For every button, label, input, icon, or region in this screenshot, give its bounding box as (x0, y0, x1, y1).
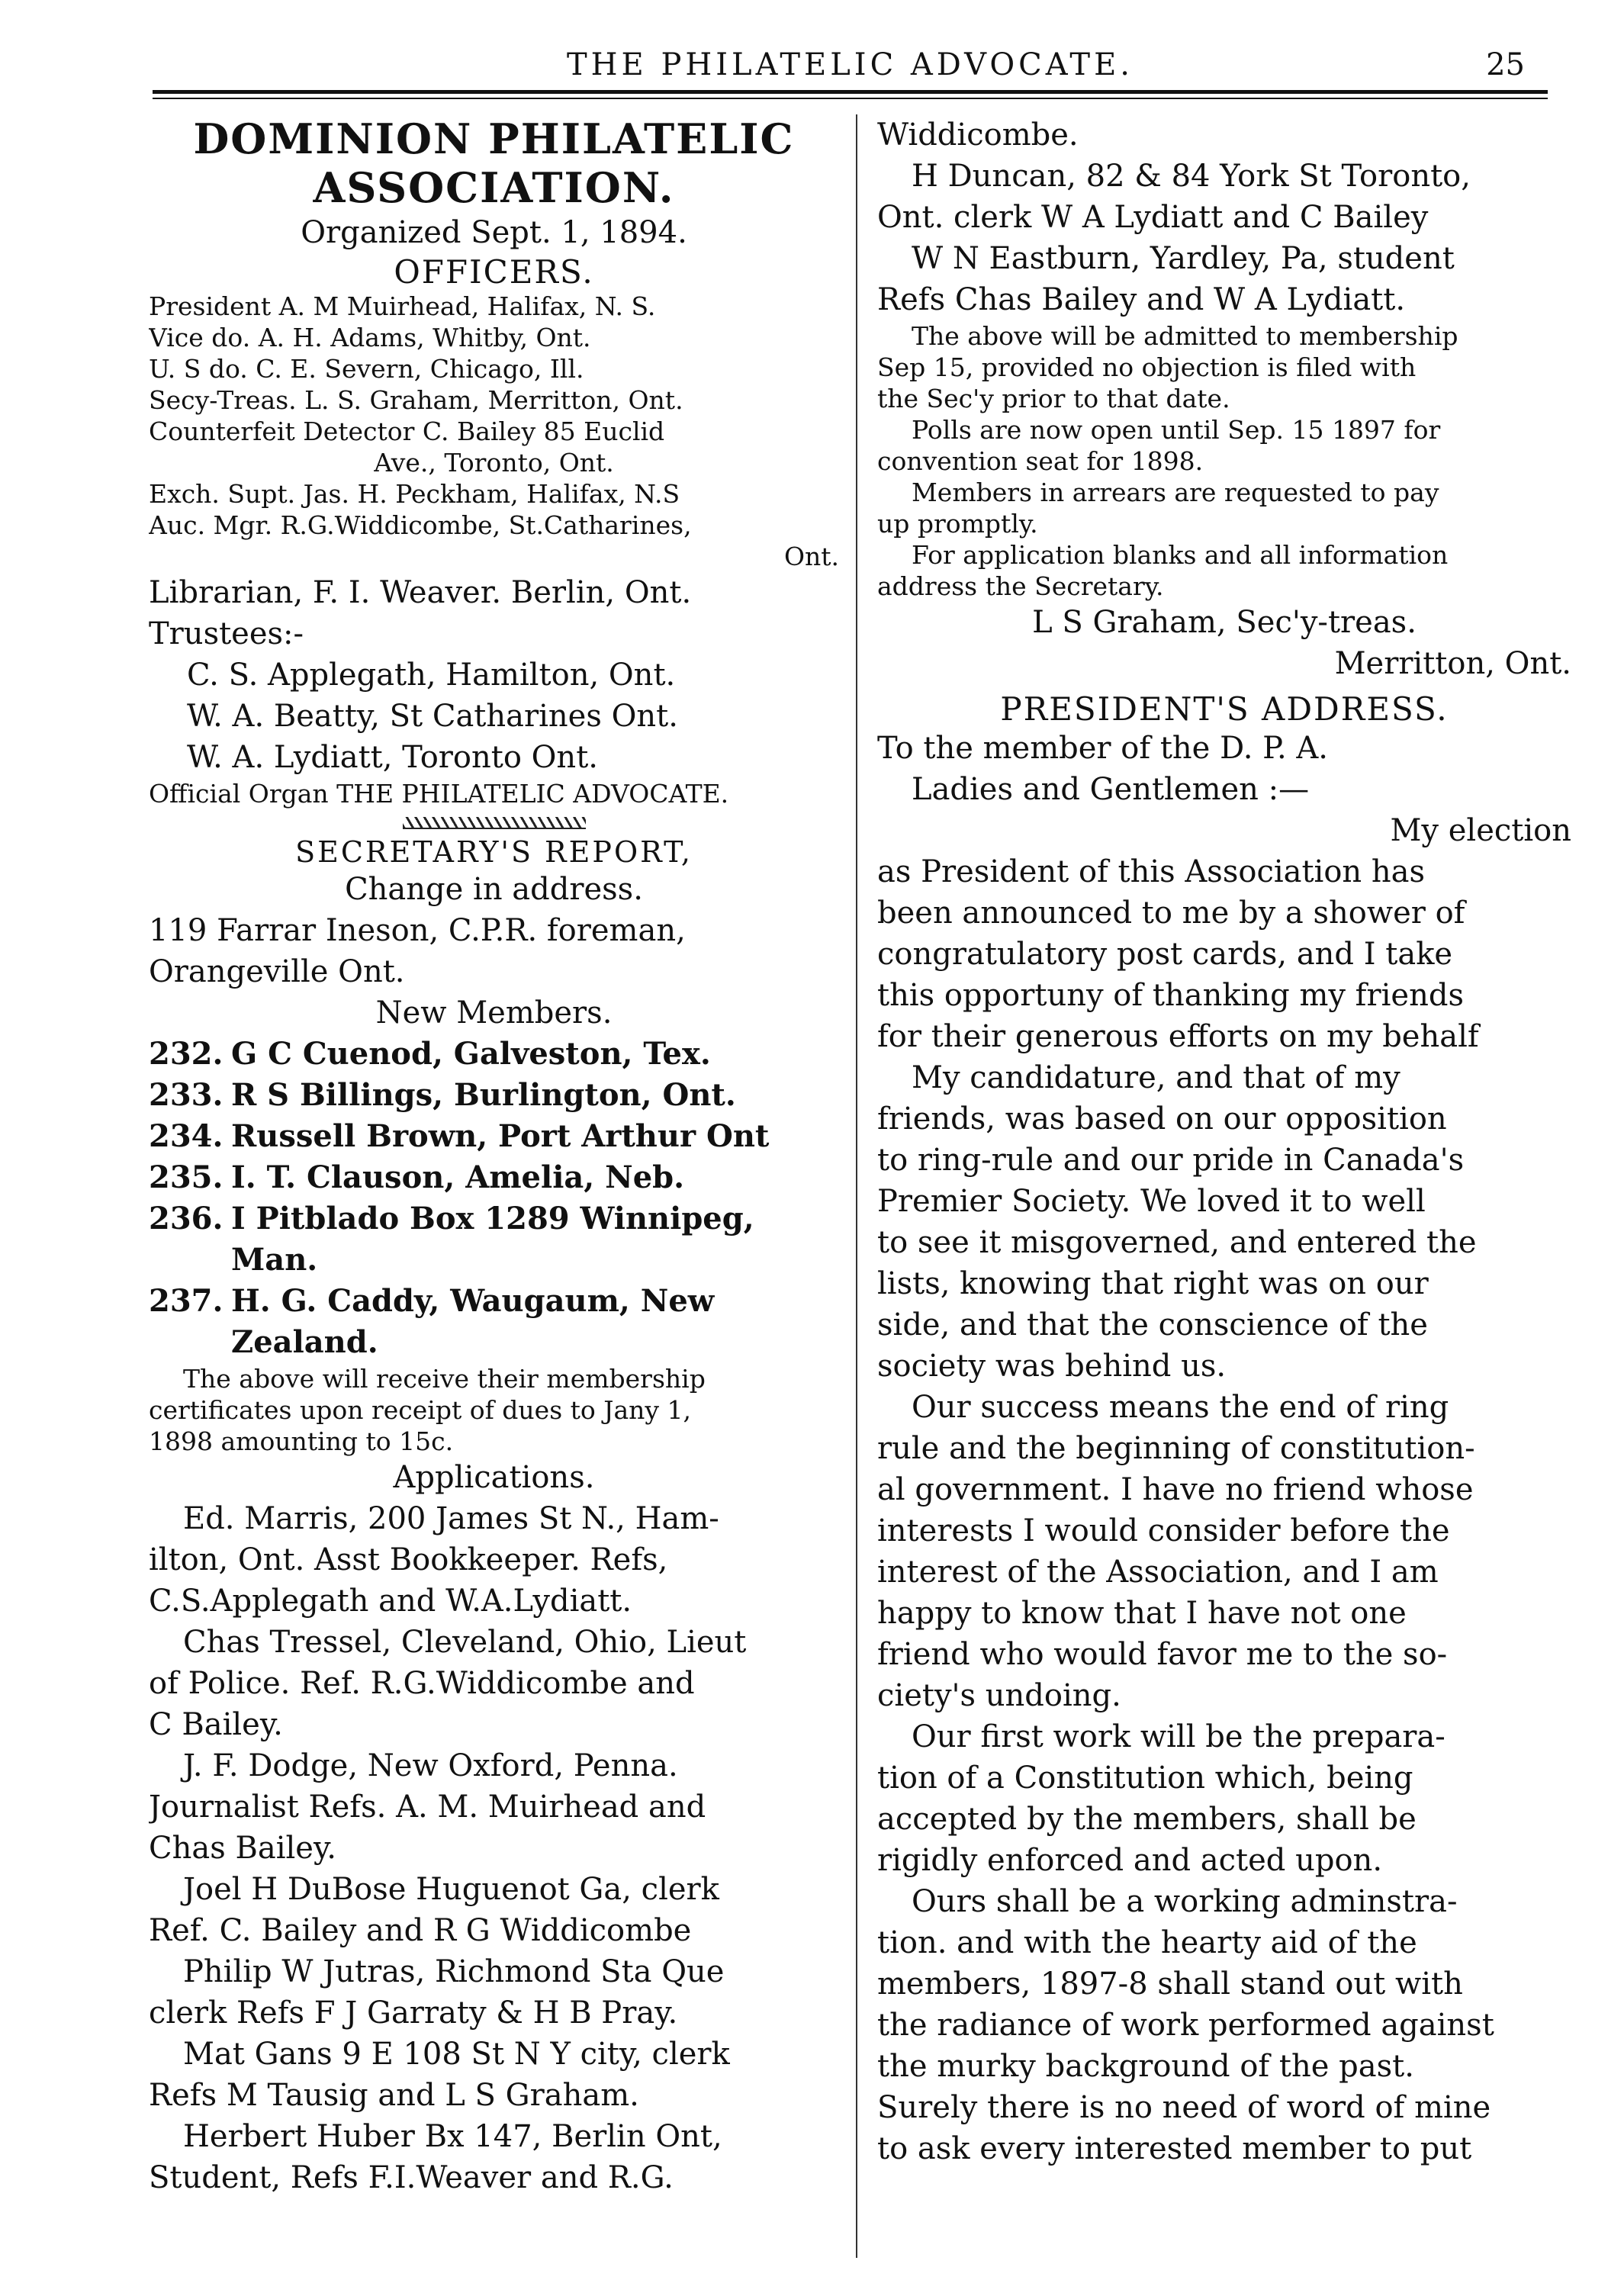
official-organ: Official Organ THE PHILATELIC ADVOCATE. (149, 779, 729, 809)
running-head (153, 44, 1548, 90)
member-text: H. G. Caddy, Waugaum, New (231, 1283, 715, 1319)
page-number: 25 (1486, 47, 1525, 82)
applications-list (149, 1498, 839, 2198)
change-address-heading: Change in address. (345, 872, 643, 907)
column-divider (856, 114, 857, 2258)
greeting: Ladies and Gentlemen :— (912, 772, 1310, 807)
body-line: rigidly enforced and acted upon. (877, 1843, 1383, 1878)
organized-date: Organized Sept. 1, 1894. (301, 215, 687, 250)
application-line: J. F. Dodge, New Oxford, Penna. (183, 1748, 678, 1783)
body-line: to ask every interested member to put (877, 2131, 1472, 2166)
header-rule (153, 90, 1548, 94)
body-line: rule and the beginning of constitution- (877, 1431, 1475, 1466)
member-number: 233. (149, 1077, 224, 1113)
officer-line: Vice do. A. H. Adams, Whitby, Ont. (149, 323, 591, 352)
running-title: THE PHILATELIC ADVOCATE. (566, 47, 1134, 82)
change-line: 119 Farrar Ineson, C.P.R. foreman, (149, 913, 686, 948)
application-line: Chas Bailey. (149, 1831, 336, 1866)
application-line: Philip W Jutras, Richmond Sta Que (183, 1954, 725, 1989)
member-text: R S Billings, Burlington, Ont. (231, 1077, 736, 1113)
body-line: interest of the Association, and I am (877, 1555, 1439, 1590)
body-line: al government. I have no friend whose (877, 1472, 1474, 1507)
body-line: Our success means the end of ring (912, 1390, 1449, 1425)
body-line: friend who would favor me to the so- (877, 1637, 1448, 1672)
body-line: lists, knowing that right was on our (877, 1266, 1429, 1301)
officer-line: Exch. Supt. Jas. H. Peckham, Halifax, N.S (149, 479, 680, 509)
member-text: I. T. Clauson, Amelia, Neb. (231, 1159, 685, 1195)
application-line: ilton, Ont. Asst Bookkeeper. Refs, (149, 1542, 668, 1577)
new-members-list (149, 1034, 839, 1363)
member-text-cont: Man. (231, 1242, 318, 1278)
body-line: interests I would consider before the (877, 1513, 1450, 1548)
officer-line: Counterfeit Detector C. Bailey 85 Euclid (149, 416, 665, 446)
body-line: society was behind us. (877, 1349, 1227, 1384)
member-text: G C Cuenod, Galveston, Tex. (231, 1036, 711, 1072)
note-line: certificates upon receipt of dues to Jany 1, (149, 1395, 692, 1425)
body-line: been announced to me by a shower of (877, 896, 1465, 931)
new-members-heading: New Members. (375, 995, 613, 1031)
member-row (149, 1281, 839, 1322)
continued-line: Widdicombe. (877, 117, 1079, 153)
body-line: side, and that the conscience of the (877, 1307, 1428, 1343)
application-line: Joel H DuBose Huguenot Ga, clerk (183, 1872, 719, 1907)
application-line: Student, Refs F.I.Weaver and R.G. (149, 2160, 674, 2195)
change-line: Orangeville Ont. (149, 954, 405, 989)
application-line: Chas Tressel, Cleveland, Ohio, Lieut (183, 1625, 747, 1660)
notice-line: For application blanks and all information (912, 540, 1449, 570)
member-row (149, 1075, 839, 1116)
body-line: congratulatory post cards, and I take (877, 937, 1453, 972)
decorative-ornament (403, 817, 586, 829)
officer-line: Auc. Mgr. R.G.Widdicombe, St.Catharines, (149, 510, 692, 540)
body-line: ciety's undoing. (877, 1678, 1121, 1713)
trustee-line: C. S. Applegath, Hamilton, Ont. (187, 658, 676, 693)
body-line: as President of this Association has (877, 854, 1426, 889)
notice-line: up promptly. (877, 509, 1038, 539)
signature-place: Merritton, Ont. (1334, 646, 1571, 681)
continued-line: Refs Chas Bailey and W A Lydiatt. (877, 282, 1406, 317)
member-text: I Pitblado Box 1289 Winnipeg, (231, 1201, 754, 1236)
presidents-address-heading: PRESIDENT'S ADDRESS. (1000, 690, 1449, 728)
greeting-continued: My election (1390, 813, 1571, 848)
notice-line: Polls are now open until Sep. 15 1897 for (912, 415, 1441, 445)
membership-note (149, 1363, 839, 1457)
member-number: 237. (149, 1283, 224, 1319)
officer-line: Librarian, F. I. Weaver. Berlin, Ont. (149, 575, 692, 610)
officer-line: President A. M Muirhead, Halifax, N. S. (149, 291, 656, 321)
body-line: for their generous efforts on my behalf (877, 1019, 1479, 1054)
right-column (877, 114, 1571, 2169)
body-line: tion of a Constitution which, being (877, 1761, 1413, 1796)
association-title: DOMINION PHILATELIC (193, 114, 795, 163)
trustee-line: W. A. Lydiatt, Toronto Ont. (187, 740, 598, 775)
body-line: to see it misgoverned, and entered the (877, 1225, 1477, 1260)
notice-line: Members in arrears are requested to pay (912, 478, 1439, 507)
secretary-notices (877, 320, 1571, 602)
notice-line: Sep 15, provided no objection is filed with (877, 352, 1417, 382)
notice-line: convention seat for 1898. (877, 446, 1204, 476)
body-line: the radiance of work performed against (877, 2008, 1494, 2043)
trustees-list (149, 654, 839, 778)
officers-list (149, 291, 839, 572)
trustee-line: W. A. Beatty, St Catharines Ont. (187, 699, 678, 734)
officer-line: Ont. (783, 542, 839, 571)
body-line: tion. and with the hearty aid of the (877, 1925, 1417, 1960)
member-row (149, 1034, 839, 1075)
application-line: Mat Gans 9 E 108 St N Y city, clerk (183, 2037, 730, 2072)
member-text: Russell Brown, Port Arthur Ont (231, 1118, 770, 1154)
application-line: C.S.Applegath and W.A.Lydiatt. (149, 1584, 632, 1619)
signature-name: L S Graham, Sec'y-treas. (1032, 605, 1417, 640)
application-line: Journalist Refs. A. M. Muirhead and (149, 1790, 706, 1825)
application-line: Herbert Huber Bx 147, Berlin Ont, (183, 2119, 722, 2154)
applications-continued (877, 114, 1571, 320)
body-line: members, 1897-8 shall stand out with (877, 1966, 1463, 2002)
body-line: friends, was based on our opposition (877, 1101, 1447, 1137)
member-number: 235. (149, 1159, 224, 1195)
application-line: C Bailey. (149, 1707, 283, 1742)
notice-line: The above will be admitted to membership (912, 321, 1458, 351)
salutation: To the member of the D. P. A. (877, 731, 1328, 766)
continued-line: H Duncan, 82 & 84 York St Toronto, (912, 159, 1471, 194)
note-line: 1898 amounting to 15c. (149, 1426, 454, 1456)
member-row-cont (149, 1322, 839, 1363)
body-line: Our first work will be the prepara- (912, 1719, 1446, 1754)
address-body (877, 851, 1571, 2169)
member-number: 234. (149, 1118, 224, 1154)
header-rule-thin (153, 98, 1548, 99)
continued-line: W N Eastburn, Yardley, Pa, student (912, 241, 1455, 276)
member-number: 236. (149, 1201, 224, 1236)
body-line: to ring-rule and our pride in Canada's (877, 1143, 1465, 1178)
member-number: 232. (149, 1036, 224, 1072)
application-line: of Police. Ref. R.G.Widdicombe and (149, 1666, 695, 1701)
application-line: Ref. C. Bailey and R G Widdicombe (149, 1913, 692, 1948)
member-row (149, 1157, 839, 1198)
application-line: Refs M Tausig and L S Graham. (149, 2078, 639, 2113)
secretary-report-heading: SECRETARY'S REPORT, (295, 835, 693, 869)
notice-line: address the Secretary. (877, 571, 1164, 601)
officers-heading: OFFICERS. (394, 253, 594, 291)
member-text-cont: Zealand. (231, 1324, 378, 1360)
body-line: happy to know that I have not one (877, 1596, 1407, 1631)
note-line: The above will receive their membership (183, 1364, 706, 1394)
member-row-cont (149, 1240, 839, 1281)
officer-line: Secy-Treas. L. S. Graham, Merritton, Ont. (149, 385, 683, 415)
body-line: the murky background of the past. (877, 2049, 1414, 2084)
left-column (149, 114, 839, 2198)
body-line: My candidature, and that of my (912, 1060, 1400, 1095)
member-row (149, 1198, 839, 1240)
body-line: Ours shall be a working adminstra- (912, 1884, 1458, 1919)
application-line: clerk Refs F J Garraty & H B Pray. (149, 1995, 678, 2031)
body-line: accepted by the members, shall be (877, 1802, 1417, 1837)
notice-line: the Sec'y prior to that date. (877, 384, 1230, 413)
member-row (149, 1116, 839, 1157)
officer-line: U. S do. C. E. Severn, Chicago, Ill. (149, 354, 584, 384)
body-line: this opportuny of thanking my friends (877, 978, 1464, 1013)
continued-line: Ont. clerk W A Lydiatt and C Bailey (877, 200, 1429, 235)
body-line: Premier Society. We loved it to well (877, 1184, 1426, 1219)
trustees-label: Trustees:- (149, 616, 304, 651)
association-title-2: ASSOCIATION. (313, 163, 675, 212)
application-line: Ed. Marris, 200 James St N., Ham- (183, 1501, 719, 1536)
body-line: Surely there is no need of word of mine (877, 2090, 1491, 2125)
officer-line: Ave., Toronto, Ont. (374, 448, 614, 478)
applications-heading: Applications. (393, 1460, 595, 1495)
